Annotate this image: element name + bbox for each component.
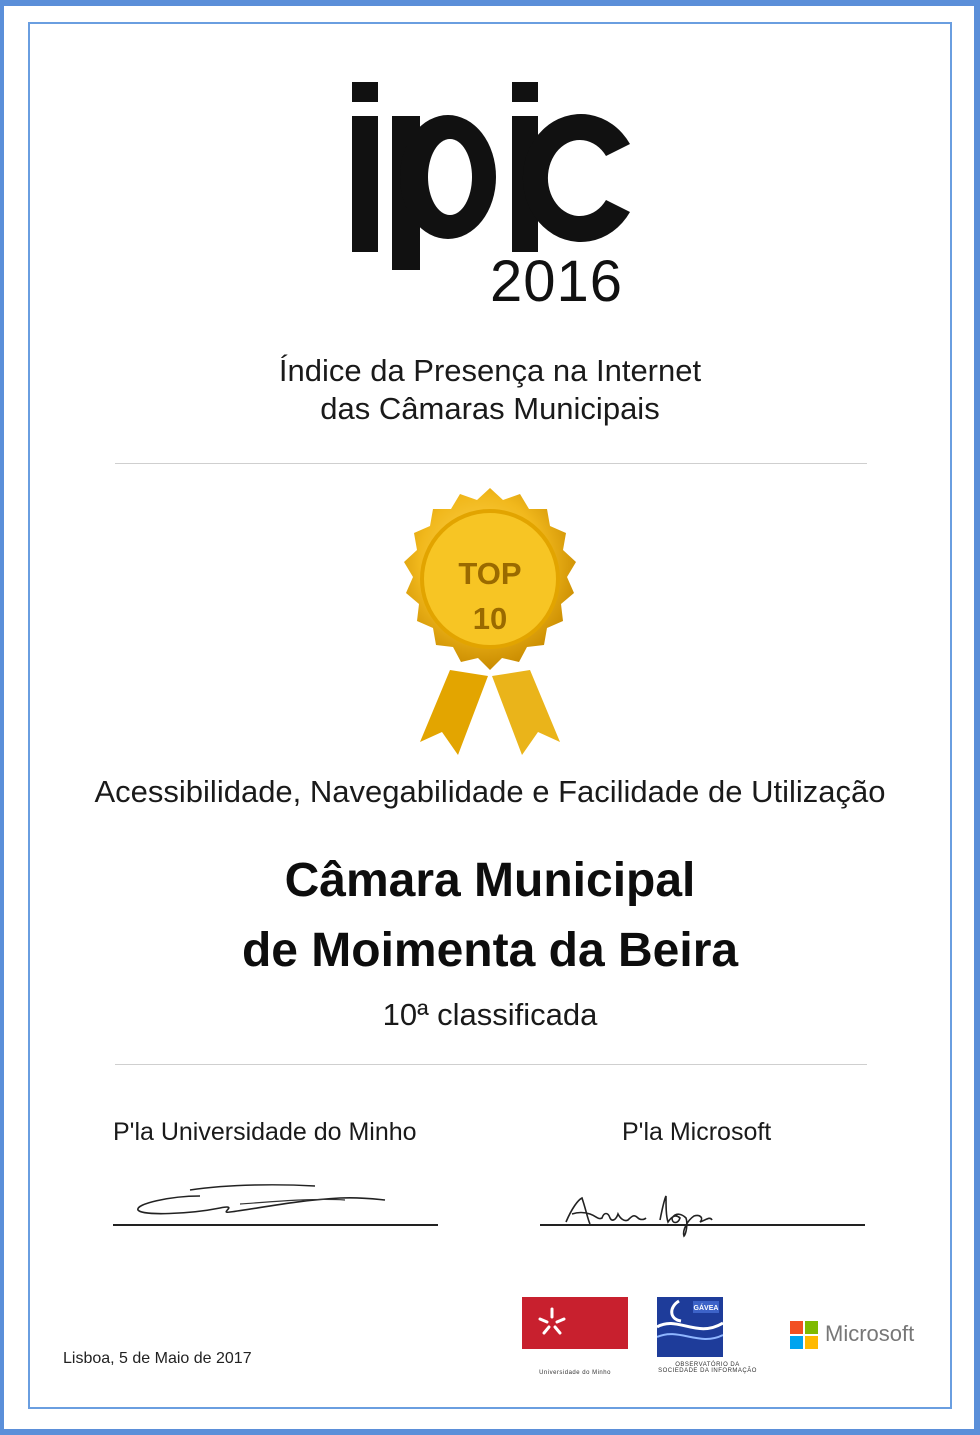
- issue-date: Lisboa, 5 de Maio de 2017: [63, 1350, 252, 1367]
- subtitle-line-1: Índice da Presença na Internet: [278, 353, 702, 388]
- microsoft-windows-icon: [790, 1321, 818, 1349]
- osi-caption-line-1: OBSERVATÓRIO DA: [675, 1362, 740, 1368]
- left-signature: [130, 1178, 390, 1223]
- right-signature: [560, 1190, 760, 1240]
- medal-number-text: 10: [472, 601, 508, 636]
- award-subtitle: [0, 352, 980, 428]
- ranking-text: 10ª classificada: [382, 997, 598, 1032]
- top-divider: [115, 463, 867, 464]
- ipic-logo: [0, 40, 980, 270]
- council-line-1: Câmara Municipal: [284, 854, 696, 907]
- osi-badge-text: GÁVEA: [693, 1305, 719, 1312]
- bottom-divider: [115, 1064, 867, 1065]
- osi-caption-line-2: SOCIEDADE DA INFORMAÇÃO: [658, 1368, 757, 1374]
- medal-top-text: TOP: [458, 556, 522, 591]
- subtitle-line-2: das Câmaras Municipais: [320, 391, 660, 426]
- uminho-caption: Universidade do Minho: [539, 1370, 611, 1376]
- left-signer-label: P'la Universidade do Minho: [113, 1118, 417, 1146]
- microsoft-logo: [790, 1321, 925, 1351]
- right-signature-line: [540, 1224, 865, 1226]
- award-category: Acessibilidade, Navegabilidade e Facilidade de Utilização: [94, 774, 886, 809]
- microsoft-wordmark: Microsoft: [825, 1321, 915, 1346]
- osi-logo: [657, 1297, 723, 1357]
- awarded-council: [0, 846, 980, 986]
- uminho-logo: [522, 1297, 628, 1349]
- left-signature-line: [113, 1224, 438, 1226]
- council-line-2: de Moimenta da Beira: [241, 924, 739, 977]
- top-10-medal: [0, 480, 980, 760]
- award-year: 2016: [490, 249, 624, 314]
- osi-caption: [640, 1362, 775, 1374]
- right-signer-label: P'la Microsoft: [622, 1118, 772, 1146]
